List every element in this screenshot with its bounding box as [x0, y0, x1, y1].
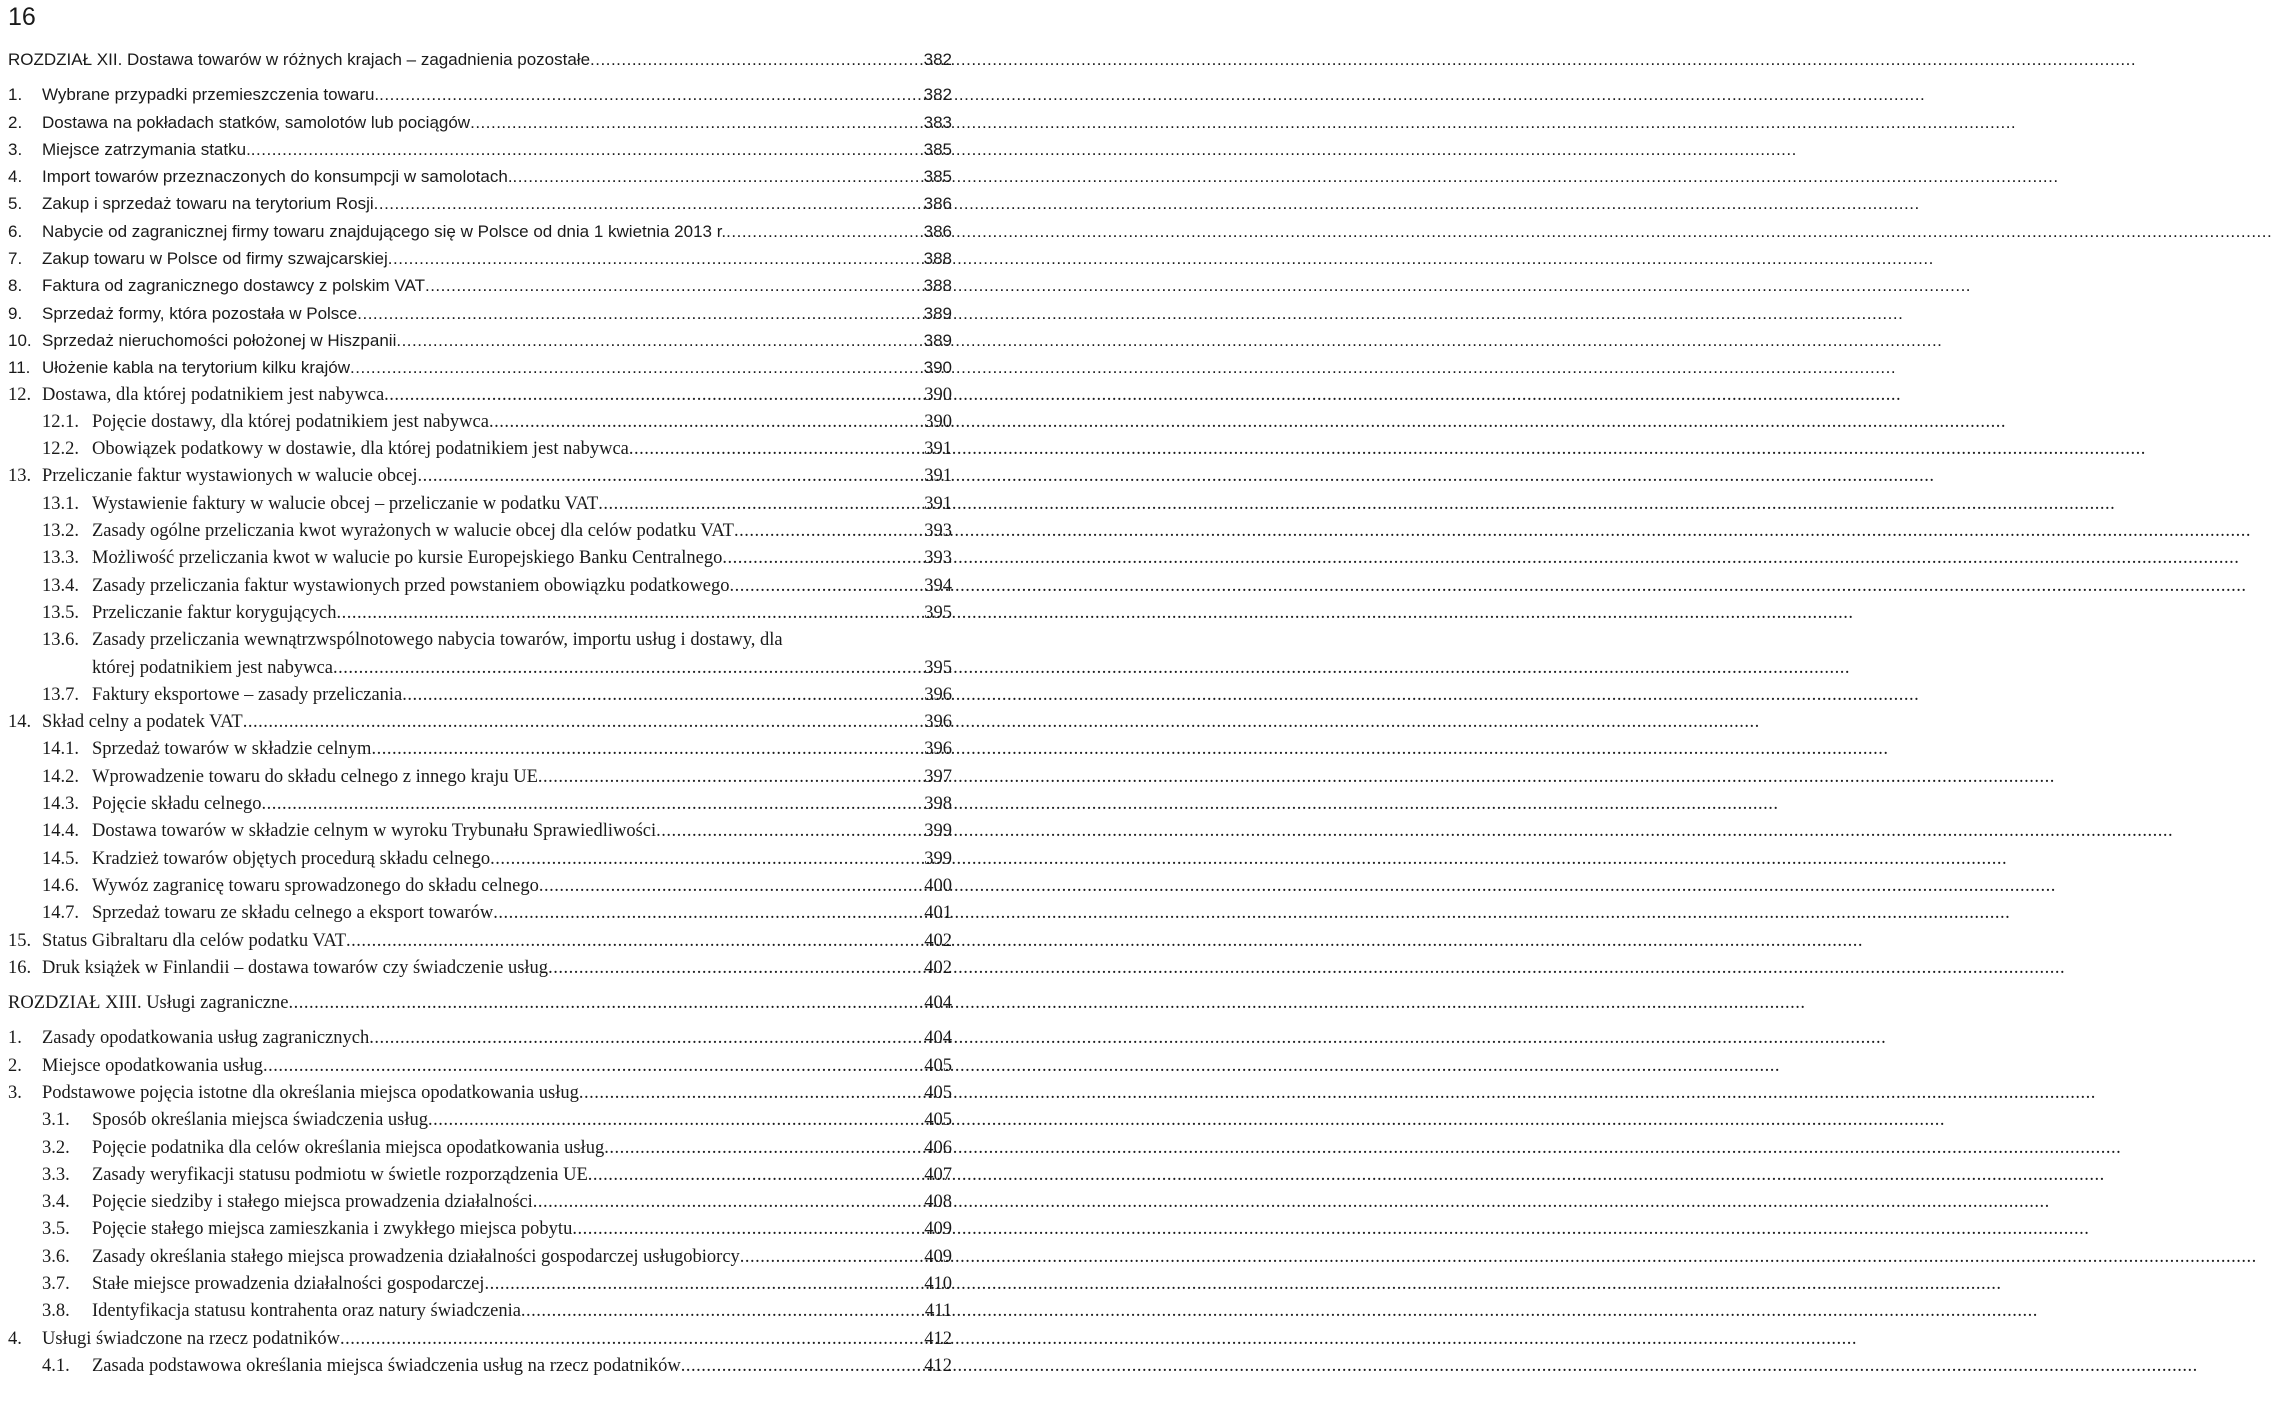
entry-page: 407 [924, 1164, 952, 1185]
entry-number: 14.1. [42, 739, 79, 760]
entry-title: Zasady weryfikacji statusu podmiotu w świetle rozporządzenia UE [92, 1164, 588, 1185]
entry-page: 390 [924, 411, 952, 432]
entry-page: 402 [924, 930, 952, 951]
entry-title: Dostawa, dla której podatnikiem jest nabywca [42, 384, 385, 405]
dot-leader [489, 409, 921, 436]
entry-page: 405 [924, 1055, 952, 1076]
entry-page: 411 [924, 1301, 952, 1322]
entry-page: 400 [924, 875, 952, 896]
entry-number: 14.6. [42, 875, 79, 896]
entry-title: Zasada podstawowa określania miejsca świadczenia usług na rzecz podatników [92, 1355, 681, 1376]
toc-entry [8, 463, 952, 490]
dot-leader [262, 791, 922, 818]
toc-entry [8, 573, 952, 600]
entry-number: 4. [8, 1328, 22, 1349]
dot-leader [521, 1298, 922, 1325]
entry-page: 382 [923, 85, 952, 105]
dot-leader [629, 436, 921, 463]
toc-entry [8, 1107, 952, 1134]
entry-title: Nabycie od zagranicznej firmy towaru znajdującego się w Polsce od dnia 1 kwietnia 2013 r. [42, 221, 727, 241]
dot-leader [513, 163, 921, 190]
chapter-page: 382 [923, 50, 952, 69]
entry-number: 14.7. [42, 903, 79, 924]
entry-page: 401 [924, 903, 952, 924]
toc-entry [8, 818, 952, 845]
entry-number: 2. [8, 1055, 22, 1076]
document-page [0, 0, 960, 1426]
entry-page: 383 [923, 112, 952, 132]
dot-leader [251, 136, 921, 163]
entry-title: Sprzedaż towaru ze składu celnego a eksport towarów [92, 903, 494, 924]
entry-number: 3.5. [42, 1219, 70, 1240]
entry-title: Możliwość przeliczania kwot w walucie po kursie Europejskiego Banku Centralnego [92, 548, 723, 569]
entry-page: 393 [924, 521, 952, 542]
toc-entry [8, 327, 952, 354]
entry-page: 404 [924, 1028, 952, 1049]
toc-entry [8, 545, 952, 572]
entry-page: 396 [924, 739, 952, 760]
entry-title: Kradzież towarów objętych procedurą składu celnego [92, 848, 491, 869]
entry-number: 8. [8, 276, 23, 296]
toc-entry [8, 736, 952, 763]
entry-number: 3.6. [42, 1246, 70, 1267]
entry-number: 14.2. [42, 766, 79, 787]
toc-entry [8, 300, 952, 327]
dot-leader [243, 709, 922, 736]
dot-leader [590, 46, 921, 73]
dot-leader [539, 873, 921, 900]
dot-leader [396, 327, 920, 354]
dot-leader [350, 354, 921, 381]
entry-page: 399 [924, 821, 952, 842]
toc-entry [8, 272, 952, 299]
dot-leader [384, 382, 921, 409]
entry-page: 389 [923, 303, 952, 323]
entry-title: Miejsce opodatkowania usług [42, 1055, 263, 1076]
entry-page: 386 [923, 221, 952, 241]
entry-page: 391 [924, 439, 952, 460]
entry-number: 14.3. [42, 794, 79, 815]
entry-number: 3.4. [42, 1192, 70, 1213]
toc-entry [8, 1025, 952, 1052]
entry-number: 10. [8, 330, 32, 350]
entry-page: 405 [924, 1082, 952, 1103]
entry-number: 5. [8, 194, 23, 214]
entry-page: 390 [924, 384, 952, 405]
entry-number: 13.7. [42, 684, 79, 705]
dot-leader [333, 655, 921, 682]
entry-title: Wybrane przypadki przemieszczenia towaru. [42, 85, 380, 105]
dot-leader [681, 1353, 922, 1380]
entry-title: Wystawienie faktury w walucie obcej – przeliczanie w podatku VAT [92, 493, 599, 514]
entry-title: Zakup towaru w Polsce od firmy szwajcarskiej [42, 249, 388, 269]
entry-number: 15. [8, 930, 32, 951]
dot-leader [726, 218, 920, 245]
entry-title: Podstawowe pojęcia istotne dla określania miejsca opodatkowania usług [42, 1082, 579, 1103]
entry-title: Sprzedaż formy, która pozostała w Polsce [42, 303, 358, 323]
dot-leader [493, 900, 921, 927]
entry-number: 13.4. [42, 575, 79, 596]
entry-page: 394 [924, 575, 952, 596]
entry-number: 3. [8, 1082, 22, 1103]
toc-entry [8, 1080, 952, 1107]
toc-entry [8, 190, 952, 217]
toc-entry [8, 764, 952, 791]
entry-page: 396 [924, 684, 952, 705]
entry-number: 1. [8, 1028, 22, 1049]
entry-number: 7. [8, 249, 23, 269]
entry-title: Wprowadzenie towaru do składu celnego z innego kraju UE [92, 766, 538, 787]
entry-title: Faktura od zagranicznego dostawcy z polskim VAT [42, 276, 425, 296]
toc-entry [8, 1189, 952, 1216]
dot-leader [418, 463, 922, 490]
entry-title: Zasady opodatkowania usług zagranicznych [42, 1028, 370, 1049]
entry-number: 14. [8, 712, 32, 733]
dot-leader [604, 1135, 921, 1162]
entry-title: Sposób określania miejsca świadczenia usług [92, 1110, 428, 1131]
entry-title: Druk książek w Finlandii – dostawa towarów czy świadczenie usług [42, 957, 549, 978]
entry-number: 13.2. [42, 521, 79, 542]
dot-leader [740, 1244, 921, 1271]
entry-title: Przeliczanie faktur korygujących [92, 602, 337, 623]
entry-page: 410 [924, 1274, 952, 1295]
entry-page: 395 [924, 657, 952, 678]
toc-entry [8, 163, 952, 190]
chapter-heading [8, 46, 952, 73]
toc-entry [8, 1353, 952, 1380]
dot-leader [734, 518, 921, 545]
toc-entry [8, 1244, 952, 1271]
chapter-title: ROZDZIAŁ XIII. Usługi zagraniczne [8, 993, 289, 1014]
entry-number: 13.6. [42, 630, 79, 651]
toc-entry [8, 846, 952, 873]
dot-leader [428, 1107, 921, 1134]
entry-number: 14.5. [42, 848, 79, 869]
dot-leader [722, 545, 921, 572]
entry-page: 396 [924, 712, 952, 733]
dot-leader [346, 928, 921, 955]
dot-leader [371, 736, 921, 763]
toc-entry [8, 655, 952, 682]
entry-title: Ułożenie kabla na terytorium kilku krajów [42, 358, 351, 378]
entry-title: Sprzedaż towarów w składzie celnym [92, 739, 372, 760]
entry-page: 409 [924, 1246, 952, 1267]
entry-title: Import towarów przeznaczonych do konsumpcji w samolotach. [42, 167, 513, 187]
dot-leader [357, 300, 920, 327]
chapter-title: ROZDZIAŁ XII. Dostawa towarów w różnych krajach – zagadnienia pozostałe [8, 50, 591, 69]
dot-leader [388, 245, 921, 272]
entry-number: 4.1. [42, 1355, 70, 1376]
entry-page: 385 [923, 167, 952, 187]
entry-number: 3.3. [42, 1164, 70, 1185]
entry-number: 12.2. [42, 439, 79, 460]
entry-number: 3.1. [42, 1110, 70, 1131]
entry-title: Zasady określania stałego miejsca prowadzenia działalności gospodarczej usługobiorcy [92, 1246, 740, 1267]
entry-page: 385 [923, 139, 952, 159]
entry-page: 402 [924, 957, 952, 978]
toc-entry [8, 1271, 952, 1298]
entry-page: 397 [924, 766, 952, 787]
toc-entry [8, 518, 952, 545]
dot-leader [379, 81, 920, 108]
dot-leader [533, 1189, 921, 1216]
dot-leader [730, 573, 922, 600]
toc-entry [8, 1053, 952, 1080]
entry-title: Stałe miejsce prowadzenia działalności gospodarczej [92, 1274, 485, 1295]
entry-title: Identyfikacja statusu kontrahenta oraz natury świadczenia [92, 1301, 521, 1322]
toc-entry [8, 136, 952, 163]
dot-leader [263, 1053, 921, 1080]
entry-title: Dostawa na pokładach statków, samolotów lub pociągów [42, 112, 471, 132]
dot-leader [337, 600, 922, 627]
dot-leader [538, 764, 921, 791]
entry-title: Miejsce zatrzymania statku. [42, 139, 251, 159]
entry-title: Pojęcie stałego miejsca zamieszkania i zwykłego miejsca pobytu [92, 1219, 573, 1240]
entry-title: Przeliczanie faktur wystawionych w walucie obcej [42, 466, 418, 487]
toc-entry [8, 928, 952, 955]
entry-number: 11. [8, 358, 31, 378]
toc-entry [8, 1216, 952, 1243]
dot-leader [598, 491, 921, 518]
toc-entry [8, 791, 952, 818]
entry-number: 12. [8, 384, 32, 405]
entry-page: 390 [923, 358, 952, 378]
entry-page: 412 [924, 1355, 952, 1376]
entry-page: 412 [924, 1328, 952, 1349]
entry-page: 393 [924, 548, 952, 569]
toc-entry [8, 682, 952, 709]
entry-title: Faktury eksportowe – zasady przeliczania [92, 684, 403, 705]
entry-page: 388 [923, 276, 952, 296]
toc-entry [8, 1135, 952, 1162]
entry-title: Usługi świadczone na rzecz podatników [42, 1328, 340, 1349]
entry-number: 1. [8, 85, 23, 105]
toc-entry [8, 873, 952, 900]
entry-title: Zasady przeliczania faktur wystawionych przed powstaniem obowiązku podatkowego [92, 575, 730, 596]
dot-leader [548, 955, 921, 982]
toc-entry [8, 900, 952, 927]
entry-number: 12.1. [42, 411, 79, 432]
toc-entry [8, 1326, 952, 1353]
entry-page: 388 [923, 249, 952, 269]
dot-leader [288, 990, 921, 1017]
dot-leader [470, 109, 921, 136]
dot-leader [490, 846, 921, 873]
entry-title: której podatnikiem jest nabywca [92, 657, 333, 678]
entry-number: 13.5. [42, 602, 79, 623]
dot-leader [572, 1216, 921, 1243]
dot-leader [579, 1080, 921, 1107]
toc-entry [8, 600, 952, 627]
dot-leader [484, 1271, 921, 1298]
entry-page: 386 [923, 194, 952, 214]
entry-title: Skład celny a podatek VAT [42, 712, 243, 733]
entry-title: Dostawa towarów w składzie celnym w wyroku Trybunału Sprawiedliwości [92, 821, 657, 842]
entry-title: Pojęcie podatnika dla celów określania miejsca opodatkowania usług [92, 1137, 605, 1158]
entry-number: 9. [8, 303, 23, 323]
entry-number: 3.7. [42, 1274, 70, 1295]
dot-leader [340, 1326, 921, 1353]
entry-title: Wywóz zagranicę towaru sprowadzonego do składu celnego [92, 875, 539, 896]
toc-entry [8, 109, 952, 136]
dot-leader [374, 190, 921, 217]
toc-entry [8, 218, 952, 245]
dot-leader [402, 682, 921, 709]
entry-title: Obowiązek podatkowy w dostawie, dla której podatnikiem jest nabywca [92, 439, 629, 460]
chapter-heading [8, 990, 952, 1017]
dot-leader [588, 1162, 922, 1189]
chapter-page: 404 [924, 993, 952, 1014]
dot-leader [425, 272, 921, 299]
entry-title: Pojęcie składu celnego [92, 794, 262, 815]
toc-entry [8, 1162, 952, 1189]
entry-title: Sprzedaż nieruchomości położonej w Hiszpanii [42, 330, 397, 350]
entry-page: 409 [924, 1219, 952, 1240]
entry-page: 391 [924, 466, 952, 487]
entry-page: 399 [924, 848, 952, 869]
entry-page: 408 [924, 1192, 952, 1213]
entry-number: 13.1. [42, 493, 79, 514]
dot-leader [369, 1025, 921, 1052]
entry-title: Pojęcie dostawy, dla której podatnikiem jest nabywca [92, 411, 489, 432]
toc-entry [8, 245, 952, 272]
toc-entry [8, 382, 952, 409]
entry-number: 6. [8, 221, 23, 241]
entry-title: Zasady ogólne przeliczania kwot wyrażonych w walucie obcej dla celów podatku VAT [92, 521, 734, 542]
entry-number: 13.3. [42, 548, 79, 569]
entry-number: 13. [8, 466, 32, 487]
toc-entry [8, 1298, 952, 1325]
entry-number: 14.4. [42, 821, 79, 842]
entry-number: 3. [8, 139, 23, 159]
entry-number: 16. [8, 957, 32, 978]
entry-title: Zasady przeliczania wewnątrzwspólnotowego nabycia towarów, importu usług i dostawy, dla [92, 630, 783, 651]
toc-entry [8, 436, 952, 463]
entry-page: 395 [924, 602, 952, 623]
entry-page: 406 [924, 1137, 952, 1158]
toc-entry [8, 627, 952, 654]
toc-entry [8, 709, 952, 736]
toc-entry [8, 409, 952, 436]
entry-page: 405 [924, 1110, 952, 1131]
toc-entry [8, 955, 952, 982]
dot-leader [656, 818, 921, 845]
entry-title: Pojęcie siedziby i stałego miejsca prowadzenia działalności [92, 1192, 533, 1213]
toc-entry [8, 81, 952, 108]
table-of-contents [8, 46, 952, 1380]
page-number: 16 [8, 3, 36, 31]
entry-number: 3.8. [42, 1301, 70, 1322]
entry-number: 4. [8, 167, 23, 187]
entry-number: 2. [8, 112, 23, 132]
entry-title: Status Gibraltaru dla celów podatku VAT [42, 930, 347, 951]
entry-page: 391 [924, 493, 952, 514]
entry-page: 389 [923, 330, 952, 350]
entry-title: Zakup i sprzedaż towaru na terytorium Rosji [42, 194, 374, 214]
toc-entry [8, 491, 952, 518]
entry-page: 398 [924, 794, 952, 815]
entry-number: 3.2. [42, 1137, 70, 1158]
toc-entry [8, 354, 952, 381]
